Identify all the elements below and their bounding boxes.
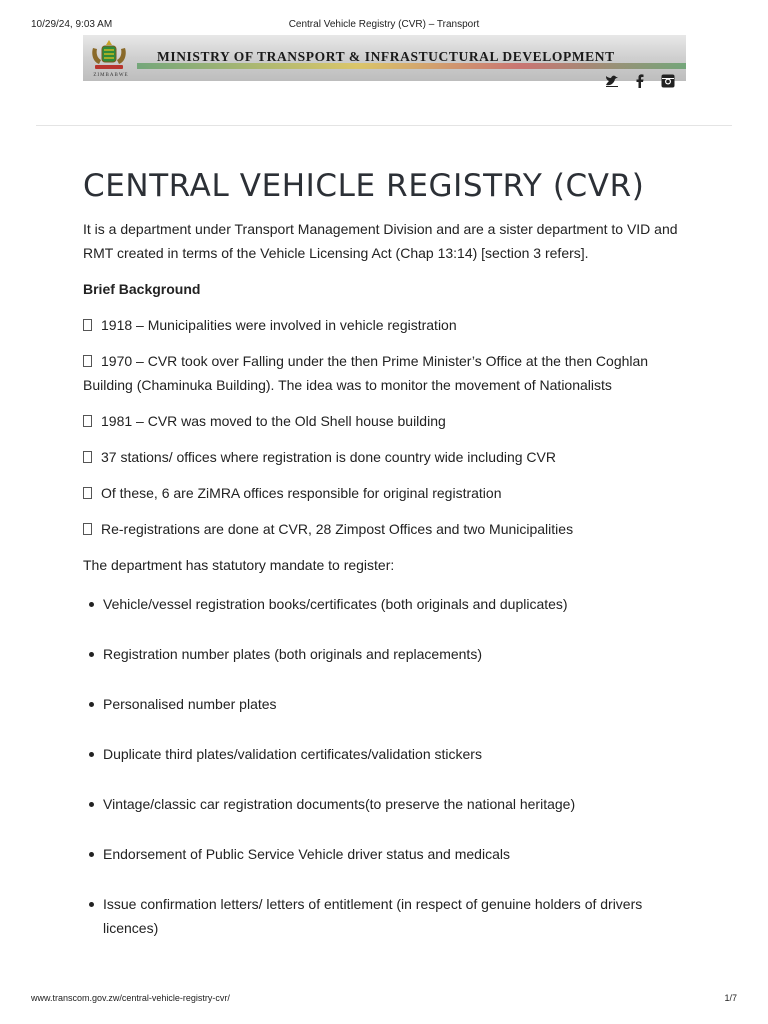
list-item: Vehicle/vessel registration books/certificates (both originals and duplicates) <box>103 592 693 616</box>
list-item: Of these, 6 are ZiMRA offices responsible for original registration <box>83 481 693 505</box>
list-item: Re-registrations are done at CVR, 28 Zimpost Offices and two Municipalities <box>83 517 693 541</box>
bullet-box-icon <box>83 487 92 499</box>
page-url: www.transcom.gov.zw/central-vehicle-registry-cvr/ <box>31 993 230 1003</box>
list-item: Vintage/classic car registration documents(to preserve the national heritage) <box>103 792 693 816</box>
list-item: Duplicate third plates/validation certificates/validation stickers <box>103 742 693 766</box>
facebook-icon[interactable] <box>632 73 648 89</box>
bullet-box-icon <box>83 319 92 331</box>
ministry-banner[interactable] <box>83 35 686 81</box>
print-page-title: Central Vehicle Registry (CVR) – Transport <box>288 19 480 30</box>
list-item: Endorsement of Public Service Vehicle driver status and medicals <box>103 842 693 866</box>
page-title: CENTRAL VEHICLE REGISTRY (CVR) <box>83 168 645 204</box>
list-item: 1918 – Municipalities were involved in vehicle registration <box>83 313 693 337</box>
background-heading: Brief Background <box>83 281 201 297</box>
list-item: Registration number plates (both originals and replacements) <box>103 642 693 666</box>
social-links <box>604 72 676 90</box>
article <box>83 168 693 966</box>
print-date: 10/29/24, 9:03 AM <box>31 19 113 30</box>
list-item: 1970 – CVR took over Falling under the then Prime Minister’s Office at the then Coghlan Building (Chaminuka Building). The idea was to monitor the movement of Nationalists <box>83 353 649 393</box>
background-list <box>83 313 693 541</box>
page-number: 1/7 <box>724 993 737 1003</box>
country-label: ZIMBABWE <box>93 73 129 78</box>
ministry-name: MINISTRY OF TRANSPORT & INFRASTUCTURAL DEVELOPMENT <box>157 49 615 64</box>
bullet-box-icon <box>83 523 92 535</box>
list-item: 1981 – CVR was moved to the Old Shell house building <box>83 409 693 433</box>
zimbabwe-coat-of-arms-icon <box>89 38 129 72</box>
bullet-box-icon <box>83 451 92 463</box>
bullet-box-icon <box>83 355 92 367</box>
header-divider <box>36 125 732 126</box>
print-header <box>31 19 737 33</box>
mandate-list <box>83 592 693 940</box>
mandate-intro: The department has statutory mandate to register: <box>83 557 395 573</box>
instagram-icon[interactable] <box>660 73 676 89</box>
twitter-icon[interactable] <box>604 73 620 89</box>
list-item: Personalised number plates <box>103 692 693 716</box>
bullet-box-icon <box>83 415 92 427</box>
list-item: 37 stations/ offices where registration is done country wide including CVR <box>83 445 693 469</box>
intro-paragraph: It is a department under Transport Management Division and are a sister department to VID and RMT created in terms of the Vehicle Licensing Act (Chap 13:14) [section 3 refers]. <box>83 221 678 261</box>
print-footer <box>31 993 737 1007</box>
list-item: Issue confirmation letters/ letters of entitlement (in respect of genuine holders of drivers licences) <box>103 892 693 940</box>
